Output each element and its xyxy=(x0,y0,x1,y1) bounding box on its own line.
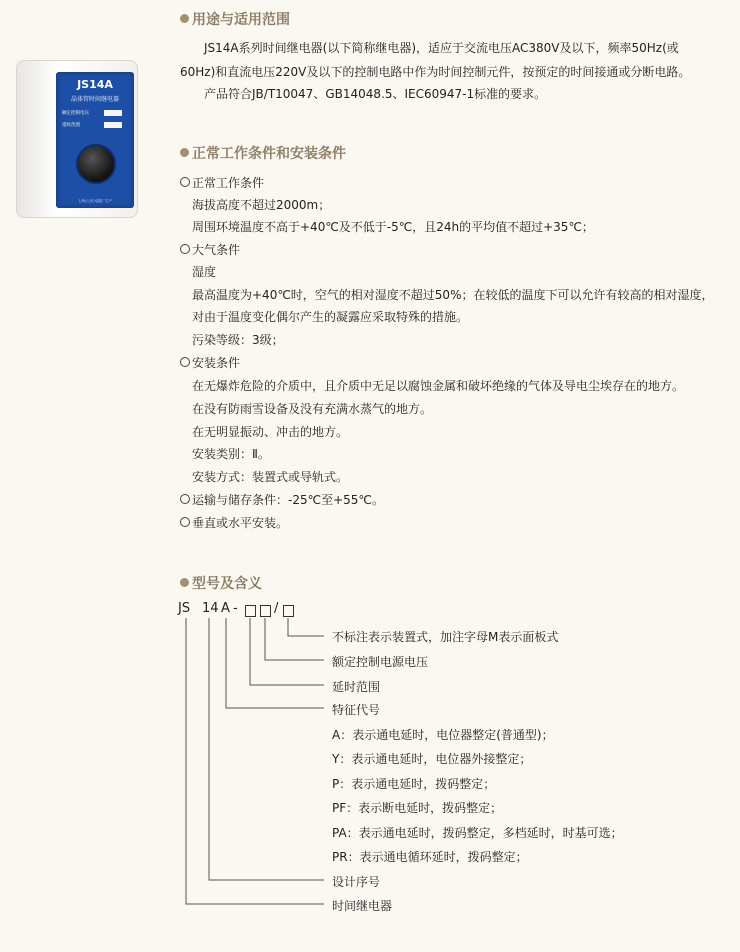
code-desc: 额定控制电源电压 xyxy=(332,655,429,669)
circle-bullet-icon xyxy=(180,517,190,527)
code-desc: PR：表示通电循环延时，拨码整定； xyxy=(332,850,528,864)
usage-line-1: JS14A系列时间继电器(以下简称继电器)，适应于交流电压AC380V及以下，频率50Hz(或 xyxy=(204,41,679,55)
code-slash: / xyxy=(274,601,279,616)
usage-line-3: 产品符合JB/T10047、GB14048.5、IEC60947-1标准的要求。 xyxy=(204,87,547,101)
condition-item: 垂直或水平安装。 xyxy=(180,515,288,531)
code-a: A xyxy=(221,601,230,616)
code-desc: PF：表示断电延时，拨码整定； xyxy=(332,801,503,815)
condition-item: 在没有防雨雪设备及没有充满水蒸气的地方。 xyxy=(192,402,433,416)
condition-item: 湿度 xyxy=(192,265,217,279)
code-desc: Y：表示通电延时，电位器外接整定； xyxy=(332,752,532,766)
relay-voltage-label: 额定控制电压 xyxy=(62,111,89,116)
condition-item: 最高温度为+40℃时，空气的相对湿度不超过50%；在较低的温度下可以允许有较高的相对湿度， xyxy=(192,288,714,302)
code-js: JS xyxy=(178,601,191,616)
bullet-dot-icon xyxy=(180,148,189,157)
section-title-conditions: 正常工作条件和安装条件 xyxy=(180,143,346,163)
code-desc: 设计序号 xyxy=(332,875,381,889)
section-title-usage: 用途与适用范围 xyxy=(180,9,290,29)
relay-model-label: JS14A xyxy=(77,78,113,91)
relay-subtitle-label: 晶体管时间继电器 xyxy=(70,96,119,103)
code-desc: A：表示通电延时，电位器整定(普通型)； xyxy=(332,728,554,742)
relay-product-image xyxy=(16,60,136,216)
code-placeholder-box xyxy=(245,605,256,617)
condition-item: 安装方式：装置式或导轨式。 xyxy=(192,470,349,484)
code-desc: 延时范围 xyxy=(332,680,381,694)
usage-line-2: 60Hz)和直流电压220V及以下的控制电路中作为时间控制元件，按预定的时间接通或分断电路。 xyxy=(180,65,691,79)
bullet-dot-icon xyxy=(180,14,189,23)
condition-item: 安装条件 xyxy=(180,355,240,371)
code-placeholder-box xyxy=(260,605,271,617)
relay-voltage-box xyxy=(104,110,122,116)
relay-footer-label: 上海(人民)电器厂生产 xyxy=(77,199,113,203)
condition-item: 在无明显振动、冲击的地方。 xyxy=(192,425,349,439)
code-desc: 特征代号 xyxy=(332,703,381,717)
circle-bullet-icon xyxy=(180,177,190,187)
code-placeholder-box xyxy=(283,605,294,617)
code-desc: 时间继电器 xyxy=(332,899,393,913)
relay-range-label: 延时范围 xyxy=(62,123,80,128)
relay-voltage-row xyxy=(62,110,128,117)
condition-item: 安装类别：Ⅱ。 xyxy=(192,447,270,461)
section-title-model-meaning: 型号及含义 xyxy=(180,573,262,593)
condition-item: 在无爆炸危险的介质中，且介质中无足以腐蚀金属和破坏绝缘的气体及导电尘埃存在的地方。 xyxy=(192,379,685,393)
condition-item: 海拔高度不超过2000m； xyxy=(192,198,331,212)
condition-item: 对由于温度变化偶尔产生的凝露应采取特殊的措施。 xyxy=(192,310,469,324)
circle-bullet-icon xyxy=(180,357,190,367)
condition-item: 周围环境温度不高于+40℃及不低于-5℃，且24h的平均值不超过+35℃； xyxy=(192,220,594,234)
circle-bullet-icon xyxy=(180,494,190,504)
condition-item: 正常工作条件 xyxy=(180,175,264,191)
condition-item: 运输与储存条件：-25℃至+55℃。 xyxy=(180,492,384,508)
code-desc: P：表示通电延时，拨码整定； xyxy=(332,777,496,791)
circle-bullet-icon xyxy=(180,244,190,254)
condition-item: 大气条件 xyxy=(180,242,240,258)
relay-range-box xyxy=(104,122,122,128)
bullet-dot-icon xyxy=(180,578,189,587)
relay-front-panel xyxy=(56,72,134,208)
code-dash: - xyxy=(233,601,238,616)
relay-range-row xyxy=(62,122,128,129)
relay-dial-knob-icon xyxy=(76,144,116,184)
condition-item: 污染等级：3级； xyxy=(192,333,284,347)
code-desc: PA：表示通电延时，拨码整定，多档延时，时基可选； xyxy=(332,826,623,840)
code-14: 14 xyxy=(202,601,219,616)
code-desc: 不标注表示装置式，加注字母M表示面板式 xyxy=(332,630,559,644)
